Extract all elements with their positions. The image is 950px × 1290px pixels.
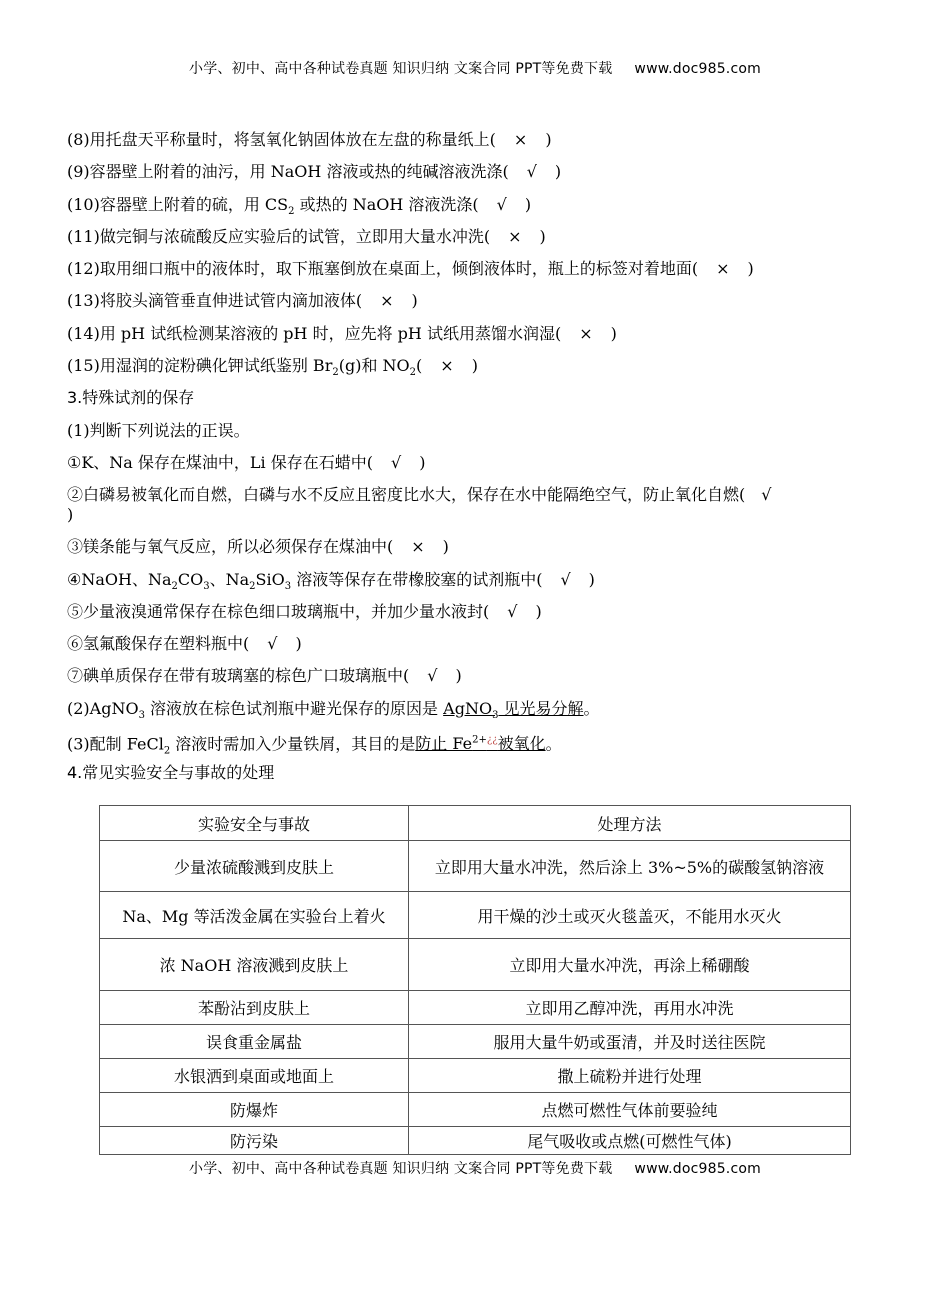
table-cell: 尾气吸收或点燃(可燃性气体) xyxy=(409,1127,851,1155)
item-10: (10)容器壁上附着的硫，用 $CS_2$ 或热的 NaOH 溶液洗涤( √ ) xyxy=(67,194,532,217)
table-cell: 水银洒到桌面或地面上 xyxy=(100,1059,409,1093)
answer-text: AgNO$_3$ 见光易分解 xyxy=(443,698,584,721)
item-15: (15)用湿润的淀粉碘化钾试纸鉴别 $Br_2(g)$和 $NO_2$( × ) xyxy=(67,356,478,379)
answer-mark: √ xyxy=(526,162,537,182)
answer-mark: × xyxy=(411,537,425,557)
footer-text: 小学、初中、高中各种试卷真题 知识归纳 文案合同 PPT等免费下载 xyxy=(189,1161,613,1177)
table-cell: 误食重金属盐 xyxy=(100,1025,409,1059)
question-2: (2)AgNO$_3$ 溶液放在棕色试剂瓶中避光保存的原因是 AgNO$_3$ 见光易分解。 xyxy=(67,698,600,721)
answer-mark: × xyxy=(716,259,730,279)
table-cell: 服用大量牛奶或蛋清，并及时送往医院 xyxy=(409,1025,851,1059)
table-cell: 撒上硫粉并进行处理 xyxy=(409,1059,851,1093)
statement-4: ④NaOH、$Na_2CO_3$、$Na_2SiO_3$ 溶液等保存在带橡胶塞的试剂瓶中( √ ) xyxy=(67,569,595,592)
table-row xyxy=(100,1059,851,1093)
item-12: (12)取用细口瓶中的液体时，取下瓶塞倒放在桌面上，倾倒液体时，瓶上的标签对着地面( × ) xyxy=(67,259,754,279)
table-row xyxy=(100,892,851,939)
header-text: 小学、初中、高中各种试卷真题 知识归纳 文案合同 PPT等免费下载 xyxy=(189,61,613,77)
answer-mark: × xyxy=(513,130,528,149)
table-cell: Na、Mg 等活泼金属在实验台上着火 xyxy=(100,892,409,939)
table-cell: 少量浓硫酸溅到皮肤上 xyxy=(100,841,409,892)
table-row xyxy=(100,841,851,892)
answer-mark: √ xyxy=(427,666,438,686)
table-cell: 用干燥的沙土或灭火毯盖灭，不能用水灭火 xyxy=(409,892,851,939)
answer-mark: √ xyxy=(560,569,571,589)
section-3-title: 3.特殊试剂的保存 xyxy=(67,388,195,408)
table-cell: 立即用乙醇冲洗，再用水冲洗 xyxy=(409,991,851,1025)
statement-3: ③镁条能与氧气反应，所以必须保存在煤油中( × ) xyxy=(67,537,449,557)
statement-2: ②白磷易被氧化而自燃，白磷与水不反应且密度比水大，保存在水中能隔绝空气，防止氧化自燃( √ ) xyxy=(67,485,772,525)
answer-mark: √ xyxy=(267,634,278,654)
statement-5: ⑤少量液溴通常保存在棕色细口玻璃瓶中，并加少量水液封( √ ) xyxy=(67,601,542,621)
main-content xyxy=(67,130,877,796)
table-cell: 防爆炸 xyxy=(100,1093,409,1127)
table-header-row xyxy=(100,806,851,841)
table-cell: 点燃可燃性气体前要验纯 xyxy=(409,1093,851,1127)
answer-mark: × xyxy=(440,356,454,376)
table-row xyxy=(100,1025,851,1059)
table-row xyxy=(100,991,851,1025)
page-footer xyxy=(0,1158,950,1178)
item-8: (8)用托盘天平称量时，将氢氧化钠固体放在左盘的称量纸上( × ) xyxy=(67,130,552,149)
answer-mark: √ xyxy=(391,452,402,472)
answer-text: 防止 $Fe^{2+¿¿}$被氧化 xyxy=(415,734,546,754)
answer-mark: √ xyxy=(496,194,507,214)
answer-mark: √ xyxy=(507,601,518,621)
question-3: (3)配制 FeCl$_2$ 溶液时需加入少量铁屑，其目的是防止 $Fe^{2+¿¿}$被氧化。 xyxy=(67,734,562,757)
table-cell: 立即用大量水冲洗，然后涂上 3%~5%的碳酸氢钠溶液 xyxy=(409,841,851,892)
safety-table xyxy=(99,805,851,1155)
table-cell: 苯酚沾到皮肤上 xyxy=(100,991,409,1025)
item-14: (14)用 pH 试纸检测某溶液的 pH 时，应先将 pH 试纸用蒸馏水润湿( × ) xyxy=(67,323,617,343)
answer-mark: √ xyxy=(761,485,772,505)
table-cell: 立即用大量水冲洗，再涂上稀硼酸 xyxy=(409,939,851,991)
item-9: (9)容器壁上附着的油污，用 NaOH 溶液或热的纯碱溶液洗涤( √ ) xyxy=(67,162,562,182)
table-row xyxy=(100,1127,851,1155)
table-row xyxy=(100,939,851,991)
footer-site: www.doc985.com xyxy=(634,1161,761,1177)
section-4-title: 4.常见实验安全与事故的处理 xyxy=(67,763,275,783)
column-header: 实验安全与事故 xyxy=(100,806,409,841)
column-header: 处理方法 xyxy=(409,806,851,841)
answer-mark: × xyxy=(508,226,522,246)
question-1: (1)判断下列说法的正误。 xyxy=(67,420,250,440)
page-header xyxy=(0,58,950,78)
table-row xyxy=(100,1093,851,1127)
statement-1: ①K、Na 保存在煤油中，Li 保存在石蜡中( √ ) xyxy=(67,452,426,472)
garbled-glyph: ¿¿ xyxy=(486,735,498,747)
item-13: (13)将胶头滴管垂直伸进试管内滴加液体( × ) xyxy=(67,291,418,311)
statement-6: ⑥氢氟酸保存在塑料瓶中( √ ) xyxy=(67,634,302,654)
table-cell: 防污染 xyxy=(100,1127,409,1155)
statement-7: ⑦碘单质保存在带有玻璃塞的棕色广口玻璃瓶中( √ ) xyxy=(67,666,462,686)
answer-mark: × xyxy=(579,323,593,343)
item-11: (11)做完铜与浓硫酸反应实验后的试管，立即用大量水冲洗( × ) xyxy=(67,226,546,246)
table-cell: 浓 NaOH 溶液溅到皮肤上 xyxy=(100,939,409,991)
header-site: www.doc985.com xyxy=(634,61,761,77)
answer-mark: × xyxy=(380,291,394,311)
